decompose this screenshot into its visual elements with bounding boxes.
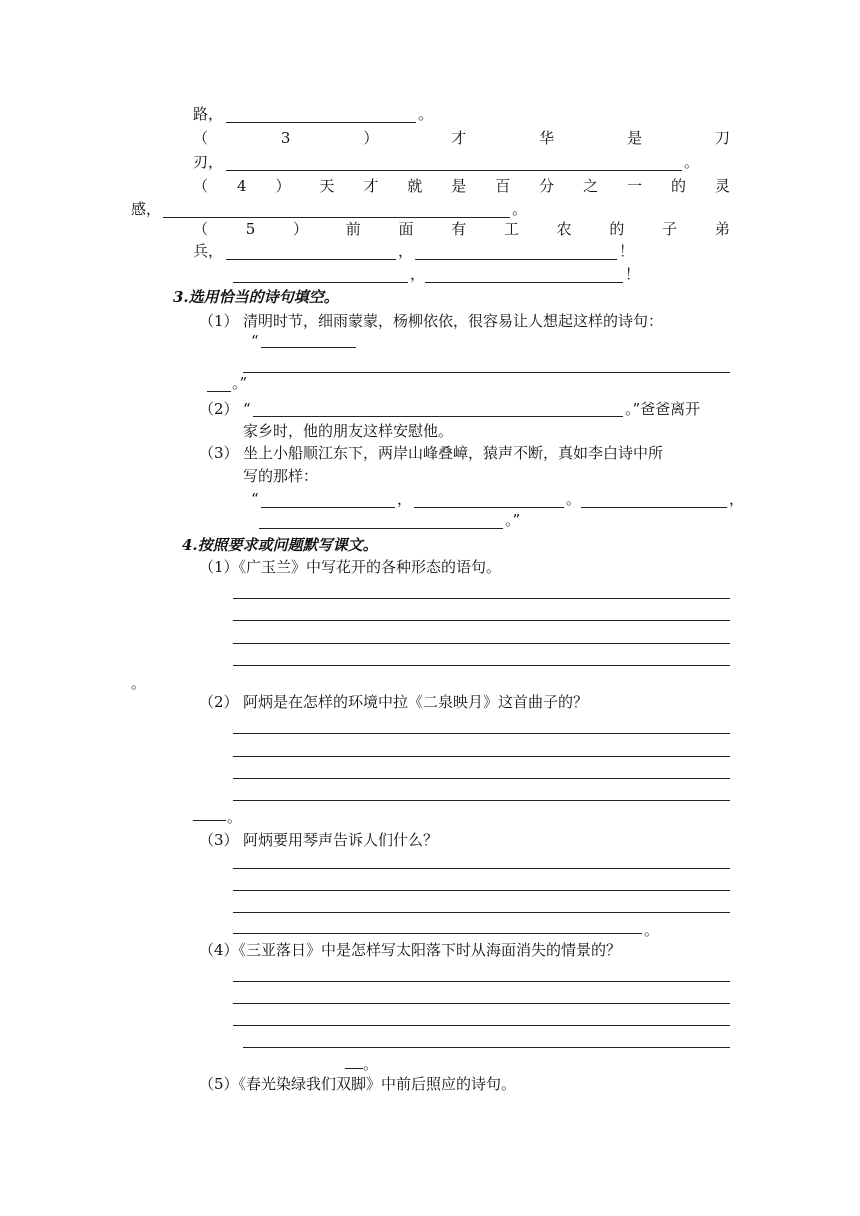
answer-line[interactable] [233,778,730,779]
answer-line[interactable] [233,598,730,599]
q2-char: 农 [556,220,572,238]
answer-line[interactable] [243,1047,730,1048]
q2-char: 之 [583,177,599,195]
q2-item5-line [193,219,730,239]
q3-item2-text2: 家乡时，他的朋友这样安慰他。 [243,422,454,440]
answer-blank[interactable] [226,170,682,171]
q2-char: （ [193,129,209,147]
answer-blank[interactable] [233,282,408,283]
answer-blank[interactable] [261,347,356,348]
q2-char: 面 [398,220,414,238]
q2-char: 才 [451,129,467,147]
q4-item1-end: 。 [131,674,147,692]
q4-item4-end: 。 [363,1055,379,1073]
answer-blank[interactable] [233,933,642,934]
answer-blank[interactable] [425,282,623,283]
q2-char: 的 [609,220,625,238]
answer-blank[interactable] [193,820,226,821]
q2-char: 才 [363,177,379,195]
q2-char: 是 [627,129,643,147]
q2-item3-line [193,128,730,148]
answer-line[interactable] [233,1025,730,1026]
open-quote: “ [243,400,251,418]
q2-char: 天 [319,177,335,195]
answer-blank[interactable] [415,259,617,260]
q2-char: 刀 [714,129,730,147]
q2-comma: ， [398,242,414,260]
q2-char: ） [363,129,379,147]
q2-excl: ！ [625,265,641,283]
q2-char: （ [193,220,209,238]
q4-item3-end: 。 [644,921,660,939]
q3-item1-end: 。” [232,374,248,392]
q3-item1-text: 清明时节，细雨蒙蒙，杨柳依依，很容易让人想起这样的诗句： [243,312,664,330]
answer-blank[interactable] [243,372,730,373]
answer-blank[interactable] [226,259,396,260]
q3-period: 。 [566,490,582,508]
q2-char: 就 [407,177,423,195]
q3-item3-number: （3） [199,444,239,462]
q2-char: 3 [280,129,291,147]
q3-comma: ， [397,490,413,508]
answer-blank[interactable] [261,507,395,508]
q2-item5-tail: 兵， [193,242,224,260]
q4-heading: 4.按照要求或问题默写课文。 [182,536,378,554]
open-quote: “ [251,490,259,508]
q4-item2-text: 阿炳是在怎样的环境中拉《二泉映月》这首曲子的？ [243,693,589,711]
q2-char: 前 [345,220,361,238]
q4-item1: （1）《广玉兰》中写花开的各种形态的语句。 [199,558,502,576]
q2-char: 子 [662,220,678,238]
answer-line[interactable] [233,912,730,913]
q2-char: 工 [503,220,519,238]
answer-line[interactable] [233,800,730,801]
answer-blank[interactable] [253,416,623,417]
answer-blank[interactable] [581,507,727,508]
q4-item3-number: （3） [199,831,239,849]
q2-char: 分 [539,177,555,195]
q2-item4-end: 。 [512,200,528,218]
q2-char: 是 [451,177,467,195]
q2-item2-end: 。 [418,105,434,123]
q2-char: 的 [671,177,687,195]
q4-item5: （5）《春光染绿我们双脚》中前后照应的诗句。 [199,1075,517,1093]
q2-char: 4 [236,177,247,195]
q2-char: ） [275,177,291,195]
q2-char: 灵 [714,177,730,195]
q2-char: 有 [451,220,467,238]
q3-item2-number: （2） [199,400,239,418]
q4-item2-number: （2） [199,693,239,711]
q2-item2-tail: 路， [193,105,224,123]
answer-line[interactable] [233,643,730,644]
q2-item4-tail: 感， [131,200,162,218]
q3-item1-number: （1） [199,312,239,330]
q3-heading: 3.选用恰当的诗句填空。 [173,288,339,306]
q2-char: 弟 [714,220,730,238]
answer-line[interactable] [233,756,730,757]
q2-item3-end: 。 [684,153,700,171]
q2-char: 5 [245,220,256,238]
q3-item2-end: 。”爸爸离开 [625,400,701,418]
q2-char: ） [293,220,309,238]
q2-char: （ [193,177,209,195]
q2-char: 一 [627,177,643,195]
q3-item3-text1: 坐上小船顺江东下，两岸山峰叠嶂，猿声不断，真如李白诗中所 [243,444,664,462]
q4-item4: （4）《三亚落日》中是怎样写太阳落下时从海面消失的情景的？ [199,941,622,959]
answer-blank[interactable] [226,122,416,123]
q2-item3-tail: 刃， [193,153,224,171]
answer-blank[interactable] [163,217,510,218]
q3-comma: ， [729,490,745,508]
q2-comma: ， [410,265,426,283]
answer-line[interactable] [233,733,730,734]
answer-line[interactable] [233,1003,730,1004]
q4-item2-end: 。 [227,808,243,826]
q3-item3-text2: 写的那样： [243,467,319,485]
answer-line[interactable] [233,890,730,891]
answer-line[interactable] [233,868,730,869]
open-quote: “ [251,332,259,350]
answer-line[interactable] [233,665,730,666]
answer-blank[interactable] [345,1068,363,1069]
answer-line[interactable] [233,981,730,982]
q2-excl: ！ [619,242,635,260]
answer-blank[interactable] [414,507,564,508]
q4-item3-text: 阿炳要用琴声告诉人们什么？ [243,831,439,849]
answer-blank[interactable] [207,391,231,392]
q2-char: 百 [495,177,511,195]
answer-blank[interactable] [259,528,503,529]
q2-char: 华 [539,129,555,147]
q3-item3-end: 。” [505,511,521,529]
answer-line[interactable] [233,620,730,621]
q2-item4-line [193,176,730,196]
